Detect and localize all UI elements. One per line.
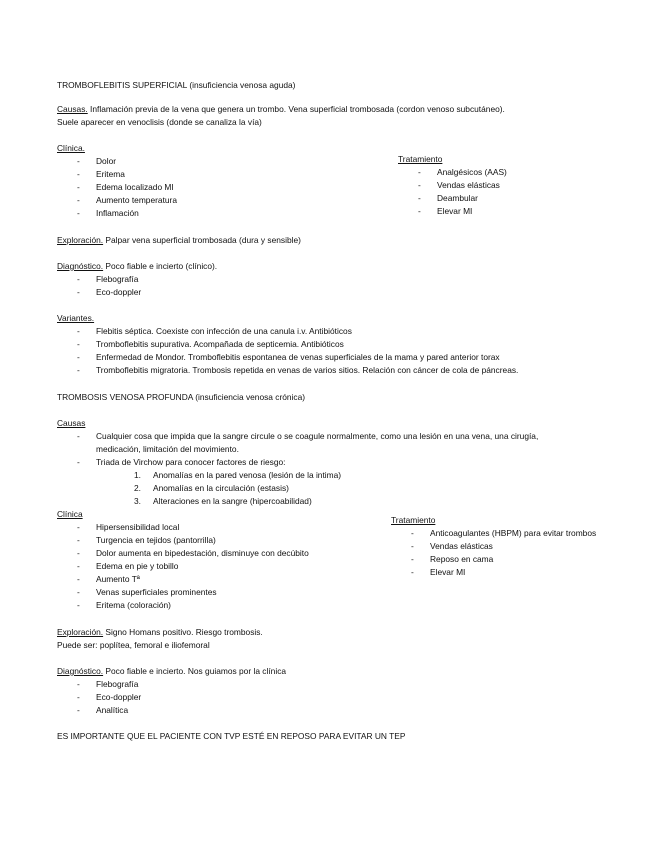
bullet: -: [418, 193, 421, 203]
s2-clinica-item: Eritema (coloración): [96, 600, 171, 610]
s2-clinica-item: Edema en pie y tobillo: [96, 561, 179, 571]
virchow-item: Alteraciones en la sangre (hipercoabilidad): [153, 496, 312, 506]
s1-tratamiento-item: Elevar MI: [437, 206, 473, 216]
s2-tratamiento-label: Tratamiento: [391, 515, 436, 525]
final-note: ES IMPORTANTE QUE EL PACIENTE CON TVP ESTÉ EN REPOSO PARA EVITAR UN TEP: [57, 731, 406, 741]
s1-clinica-label: Clínica.: [57, 143, 85, 153]
bullet: -: [77, 274, 80, 284]
bullet: -: [77, 600, 80, 610]
s1-exploracion-line: [57, 235, 301, 246]
bullet: -: [77, 561, 80, 571]
s2-tratamiento-item: Vendas elásticas: [430, 541, 493, 551]
bullet: -: [418, 206, 421, 216]
s1-variantes-item: Enfermedad de Mondor. Tromboflebitis espontanea de venas superficiales de la mama y pared anterior torax: [96, 352, 500, 362]
bullet: -: [411, 541, 414, 551]
s2-clinica-item: Hipersensibilidad local: [96, 522, 180, 532]
s2-diagnostico-item: Eco-doppler: [96, 692, 142, 702]
s1-causas-text: Inflamación previa de la vena que genera un trombo. Vena superficial trombosada (cordon venoso subcutáneo).: [87, 104, 505, 114]
s2-exploracion-line: [57, 627, 263, 638]
s2-causas-label: Causas: [57, 418, 86, 428]
virchow-item: Anomalías en la pared venosa (lesión de la intima): [153, 470, 342, 480]
s2-causas-item: Triada de Virchow para conocer factores de riesgo:: [96, 457, 286, 467]
bullet: -: [77, 352, 80, 362]
s2-causas-item-cont: medicación, limitación del movimiento.: [96, 444, 239, 454]
s2-causas-item: Cualquier cosa que impida que la sangre circule o se coagule normalmente, como una lesión en una vena, una cirugía,: [96, 431, 539, 441]
bullet: -: [411, 528, 414, 538]
bullet: -: [77, 431, 80, 441]
bullet: -: [77, 208, 80, 218]
bullet: -: [77, 287, 80, 297]
s2-diagnostico-text: Poco fiable e incierto. Nos guiamos por la clínica: [103, 666, 287, 676]
s2-clinica-item: Dolor aumenta en bipedestación, disminuye con decúbito: [96, 548, 309, 558]
s1-clinica-item: Eritema: [96, 169, 125, 179]
section1-title: TROMBOFLEBITIS SUPERFICIAL (insuficiencia venosa aguda): [57, 80, 296, 90]
bullet: -: [77, 587, 80, 597]
bullet: -: [77, 535, 80, 545]
s1-causas-text2: Suele aparecer en venoclisis (donde se canaliza la vía): [57, 117, 262, 127]
s1-variantes-item: Tromboflebitis supurativa. Acompañada de septicemia. Antibióticos: [96, 339, 344, 349]
s1-tratamiento-label: Tratamiento: [398, 154, 443, 164]
s1-variantes-item: Tromboflebitis migratoria. Trombosis repetida en venas de varios sitios. Relación con cáncer de cola de páncreas.: [96, 365, 519, 375]
bullet: -: [77, 156, 80, 166]
bullet: -: [77, 548, 80, 558]
s1-diagnostico-label: Diagnóstico.: [57, 261, 104, 271]
bullet: -: [77, 457, 80, 467]
bullet: -: [411, 567, 414, 577]
virchow-item: Anomalías en la circulación (estasis): [153, 483, 289, 493]
s1-tratamiento-item: Analgésicos (AAS): [437, 167, 507, 177]
bullet: -: [77, 692, 80, 702]
bullet: -: [77, 326, 80, 336]
bullet: -: [77, 195, 80, 205]
bullet: -: [77, 182, 80, 192]
s1-variantes-item: Flebitis séptica. Coexiste con infección de una canula i.v. Antibióticos: [96, 326, 352, 336]
s1-tratamiento-item: Deambular: [437, 193, 478, 203]
s1-clinica-item: Edema localizado MI: [96, 182, 174, 192]
s2-diagnostico-item: Analítica: [96, 705, 129, 715]
bullet: -: [77, 679, 80, 689]
bullet: -: [77, 169, 80, 179]
bullet: -: [411, 554, 414, 564]
virchow-number: 3.: [134, 496, 141, 506]
s2-clinica-item: Turgencia en tejidos (pantorrilla): [96, 535, 216, 545]
bullet: -: [418, 180, 421, 190]
s2-exploracion-text2: Puede ser: poplítea, femoral e iliofemoral: [57, 640, 210, 650]
s1-variantes-label: Variantes.: [57, 313, 95, 323]
bullet: -: [77, 574, 80, 584]
s1-diagnostico-line: [57, 261, 217, 272]
section2-title: TROMBOSIS VENOSA PROFUNDA (insuficiencia venosa crónica): [57, 392, 306, 402]
bullet: -: [77, 705, 80, 715]
s2-tratamiento-item: Reposo en cama: [430, 554, 494, 564]
bullet: -: [77, 522, 80, 532]
bullet: -: [77, 339, 80, 349]
s2-exploracion-text: Signo Homans positivo. Riesgo trombosis.: [103, 627, 263, 637]
s1-causas-line: [57, 104, 505, 115]
virchow-number: 1.: [134, 470, 141, 480]
s2-tratamiento-item: Elevar MI: [430, 567, 466, 577]
s1-exploracion-label: Exploración.: [57, 235, 104, 245]
bullet: -: [418, 167, 421, 177]
s2-clinica-item: Venas superficiales prominentes: [96, 587, 217, 597]
s1-clinica-item: Dolor: [96, 156, 117, 166]
virchow-number: 2.: [134, 483, 141, 493]
s1-diagnostico-item: Flebografía: [96, 274, 139, 284]
s2-clinica-label: Clínica: [57, 509, 83, 519]
bullet: -: [77, 365, 80, 375]
s2-diagnostico-line: [57, 666, 286, 677]
s1-clinica-item: Inflamación: [96, 208, 139, 218]
s2-clinica-item: Aumento Tª: [96, 574, 140, 584]
s1-clinica-item: Aumento temperatura: [96, 195, 178, 205]
s2-tratamiento-item: Anticoagulantes (HBPM) para evitar trombos: [430, 528, 597, 538]
s1-diagnostico-item: Eco-doppler: [96, 287, 142, 297]
s2-exploracion-label: Exploración.: [57, 627, 104, 637]
s2-diagnostico-label: Diagnóstico.: [57, 666, 104, 676]
s1-diagnostico-text: Poco fiable e incierto (clínico).: [103, 261, 218, 271]
s1-exploracion-text: Palpar vena superficial trombosada (dura y sensible): [103, 235, 301, 245]
s1-tratamiento-item: Vendas elásticas: [437, 180, 500, 190]
s2-diagnostico-item: Flebografía: [96, 679, 139, 689]
s1-causas-label: Causas.: [57, 104, 88, 114]
